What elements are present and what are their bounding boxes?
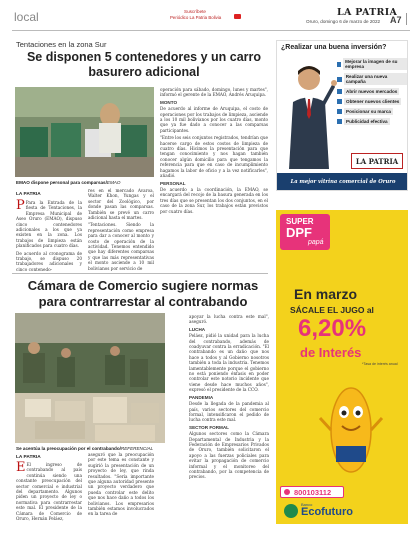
trash-bins-photo bbox=[15, 87, 154, 177]
subscribe-line2[interactable]: Periódico La Patria Bolivia bbox=[170, 15, 222, 20]
ad2-rate: 6,20% bbox=[298, 315, 367, 342]
section-label: local bbox=[14, 10, 39, 24]
article2-column-3 bbox=[189, 314, 269, 482]
ad2-fine-print: *Tasa de interés anual bbox=[362, 362, 398, 366]
ad1-photo-man bbox=[281, 57, 337, 169]
check-icon bbox=[337, 77, 342, 82]
article2-col3-top: apoyar la lucha contra este mal", aseguró. bbox=[189, 314, 269, 325]
article2-sub-lucha: LUCHA bbox=[189, 326, 206, 332]
businessman-image bbox=[281, 57, 337, 169]
article1-sub-personal: PERSONAL bbox=[160, 180, 186, 186]
header-date: Oruro, domingo 6 de marzo de 2022 bbox=[306, 19, 381, 24]
ad2-mascot bbox=[316, 370, 386, 480]
ad1-item-label: Mejorar la imagen de su empresa bbox=[343, 58, 407, 70]
article1-col1-p2: De acuerdo al cronograma de trabajo, se dispuso 20 trabajadores adicionales y cinco contenedo- bbox=[16, 250, 82, 272]
ad-la-patria[interactable] bbox=[276, 40, 408, 191]
ad2-brand-top: SUPER bbox=[286, 217, 314, 226]
ad1-item bbox=[337, 88, 407, 95]
subscribe-line1[interactable]: Suscríbete bbox=[184, 9, 206, 14]
article2-caption-credit: REFERENCIAL bbox=[120, 446, 154, 451]
ad2-line1: En marzo bbox=[294, 286, 358, 302]
article2-lucha: Peláez, pidió la unidad para la lucha del contrabando, además de coadyuvar contra la erradicación. "El contrabando es un daño que nos hace a todos y al Gobierno nosotros también a toda la industria. Tenemos lamentablemente porque el gobierno no está poniendo énfasis en poder controlar este notorio incidente que viene desde hace muchos años", expresó el presidente de la CCO. bbox=[189, 333, 269, 393]
ad2-phone: 800103112 bbox=[294, 488, 332, 497]
dropcap: E bbox=[16, 460, 26, 475]
article1-caption-text: EMAO dispone personal para comparsas/ bbox=[16, 180, 107, 185]
article1-column-2 bbox=[88, 188, 154, 273]
article2-sub-sector: SECTOR FORMAL bbox=[189, 424, 229, 430]
contraband-photo bbox=[15, 313, 165, 443]
check-icon bbox=[337, 119, 342, 124]
article1-headline: Se disponen 5 contenedores y un carro basurero adicional bbox=[26, 50, 262, 79]
article2-col1-text: El ingreso de contrabando al país continúa siendo una constante preocupación del sector comercial e industrial del departamento. Algunos piden un proyecto de ley o normativa para contrarrestar este mal. El presidente de la Cámara de Comercio de Oruro, Hernán Peláez, bbox=[16, 462, 82, 522]
check-icon bbox=[337, 62, 341, 67]
ad2-brand-sub: papá bbox=[308, 239, 324, 246]
article2-headline: Cámara de Comercio sugiere normas para contrarrestar al contrabando bbox=[27, 278, 259, 309]
article1-col1-p1-text: Para la Entrada de la fiesta de Tentaciones, la Empresa Municipal de Aseo Oruro (EMAO), dispuso cinco contenedores adicionales a los que ya existen en la zona. Los trabajos de limpieza están planificados para cuatro días. bbox=[16, 200, 82, 249]
ad1-item-label: Abrir nuevos mercados bbox=[346, 89, 398, 94]
ad1-item bbox=[337, 73, 407, 85]
check-icon bbox=[337, 99, 342, 104]
article1-sub-monto: MONTO bbox=[160, 99, 178, 105]
article2-col1-p bbox=[16, 462, 82, 521]
article1-col2-p1: res en el mercado Avaroa, Walter Khon, Yungas y el sector del Zoológico, por donde pasan las comparsas. También se prevé un carro adicional hasta el martes. bbox=[88, 188, 154, 221]
article2-col2-p: aseguró que la preocupación por este tema es constante y sugirió la presentación de un proyecto de ley, que rinda resultados. "Sería importante que alguna autoridad presente un proyecto verdadero que pueda controlar este delito que nos hace daño a todos los bolivianos. Los empresarios también estamos involucrados en la tarea de bbox=[88, 452, 154, 517]
ad1-item bbox=[337, 118, 407, 125]
header-divider bbox=[406, 13, 407, 25]
article2-column-1 bbox=[16, 462, 82, 523]
dropcap: P bbox=[16, 198, 25, 213]
check-icon bbox=[337, 89, 342, 94]
article2-caption-text: Se acentúa la preocupación por el contrabando/ bbox=[16, 446, 121, 451]
article2-rule bbox=[12, 273, 268, 274]
ad1-item bbox=[337, 98, 407, 105]
article1-col1-p1 bbox=[16, 200, 82, 249]
mascot-image bbox=[316, 370, 386, 480]
article1-byline: LA PATRIA bbox=[16, 192, 41, 197]
ad2-phone-bar bbox=[280, 486, 344, 498]
ad1-item-label: Realizar una nueva campaña bbox=[344, 73, 407, 85]
article2-sector: Algunos sectores como la Cámara Departamental de Industria y la Federación de Empresarios Privados de Oruro, también solicitaron el apoyo a las fuerzas policiales para evitar la propagación de comercio informal y el monitoreo del contrabando, por la competencia de precios. bbox=[189, 431, 269, 480]
ad1-item bbox=[337, 108, 407, 115]
article1-col3-p3: "Entre los seis conjuntos registrados, tendrían que hacerse cargo de estos costos de limpieza de cuatro días. Hicimos la presentación para que tengan conocimiento y nos hagan también conocer algún domicilio para que tengamos la referencia para que en caso de incumplimiento hagamos la labor de oficio y a la vez notificarles", añadió. bbox=[160, 135, 269, 179]
article1-col3-p4: De acuerdo a la coordinación, la EMAO, se encargará del recojo de la basura generada en los tres días que se presentan los dos conjuntos, en el caso de la zona Sur, los trabajos están previstos por cuatro días. bbox=[160, 186, 268, 214]
check-icon bbox=[337, 109, 342, 114]
ad2-brand-main: DPF bbox=[286, 225, 312, 240]
ad1-tagline: La mejor vitrina comercial de Oruro bbox=[290, 179, 396, 185]
bank-emblem-icon bbox=[284, 504, 298, 518]
ad2-bank-logo bbox=[284, 502, 362, 520]
article2-caption bbox=[16, 446, 176, 451]
ad2-line3: de Interés bbox=[300, 345, 362, 360]
article2-byline: LA PATRIA bbox=[16, 455, 41, 460]
article2-pandemia: Desde la llegada de la pandemia al país, varios sectores del comercio formal, intensificaron el pedido de lucha contra este mal. bbox=[189, 401, 269, 423]
ad1-item-label: Posicionar su marca bbox=[346, 109, 391, 114]
ad1-brand: LA PATRIA bbox=[355, 157, 399, 166]
article1-column-1 bbox=[16, 200, 82, 274]
article2-photo bbox=[15, 313, 165, 443]
ad2-brand-block bbox=[280, 214, 330, 250]
page-header bbox=[0, 0, 420, 32]
ad2-line2: SÁCALE EL JUGO al bbox=[290, 305, 374, 315]
article2-column-2 bbox=[88, 452, 154, 519]
ad-ecofuturo[interactable] bbox=[276, 210, 408, 524]
ad2-bank: Ecofuturo bbox=[301, 506, 353, 518]
brand-logo: LA PATRIA bbox=[337, 7, 398, 18]
phone-icon bbox=[284, 489, 290, 495]
article1-col3-p2: De acuerdo al informe de Aruquipa, el costo de operaciones por los trabajos de limpieza, asciende a los 10 mil bolivianos por los cuatro días, monto que ya fue dado a conocer a las comparsas participantes. bbox=[160, 106, 268, 133]
ad1-question: ¿Realizar una buena inversión? bbox=[281, 44, 387, 51]
article1-col2-p2: "Tentaciones. Siendo la representación como empresa para dar a conocer al monto y costo de operación de la actividad. Tenemos entendido que hay diferentes comparsas y que las más representativas el monto asciende a 10 mil bolivianos por servicio de bbox=[88, 222, 154, 271]
header-rule bbox=[12, 30, 410, 31]
ad1-item-label: Publicidad efectiva bbox=[346, 119, 388, 124]
ad1-checklist bbox=[337, 58, 407, 128]
ad1-item bbox=[337, 58, 407, 70]
article1-photo bbox=[15, 87, 154, 177]
ad2-bank-small: Banco bbox=[301, 502, 313, 507]
article1-caption bbox=[16, 180, 156, 185]
article1-column-3 bbox=[160, 87, 268, 216]
ad1-brand-box bbox=[351, 153, 403, 169]
article1-kicker: Tentaciones en la zona Sur bbox=[16, 40, 107, 49]
article2-sub-pandemia: PANDEMIA bbox=[189, 394, 214, 400]
article1-col3-p1: operación para sábado, domingo, lunes y martes", informó el gerente de la EMAO, Andrés Aruquipa. bbox=[160, 87, 268, 98]
ad1-tagline-bar bbox=[277, 173, 408, 191]
youtube-icon[interactable] bbox=[234, 14, 241, 19]
article1-caption-credit: EMAO bbox=[106, 180, 121, 185]
ad1-item-label: Obtener nuevos clientes bbox=[346, 99, 400, 104]
page-number: A7 bbox=[390, 15, 402, 25]
